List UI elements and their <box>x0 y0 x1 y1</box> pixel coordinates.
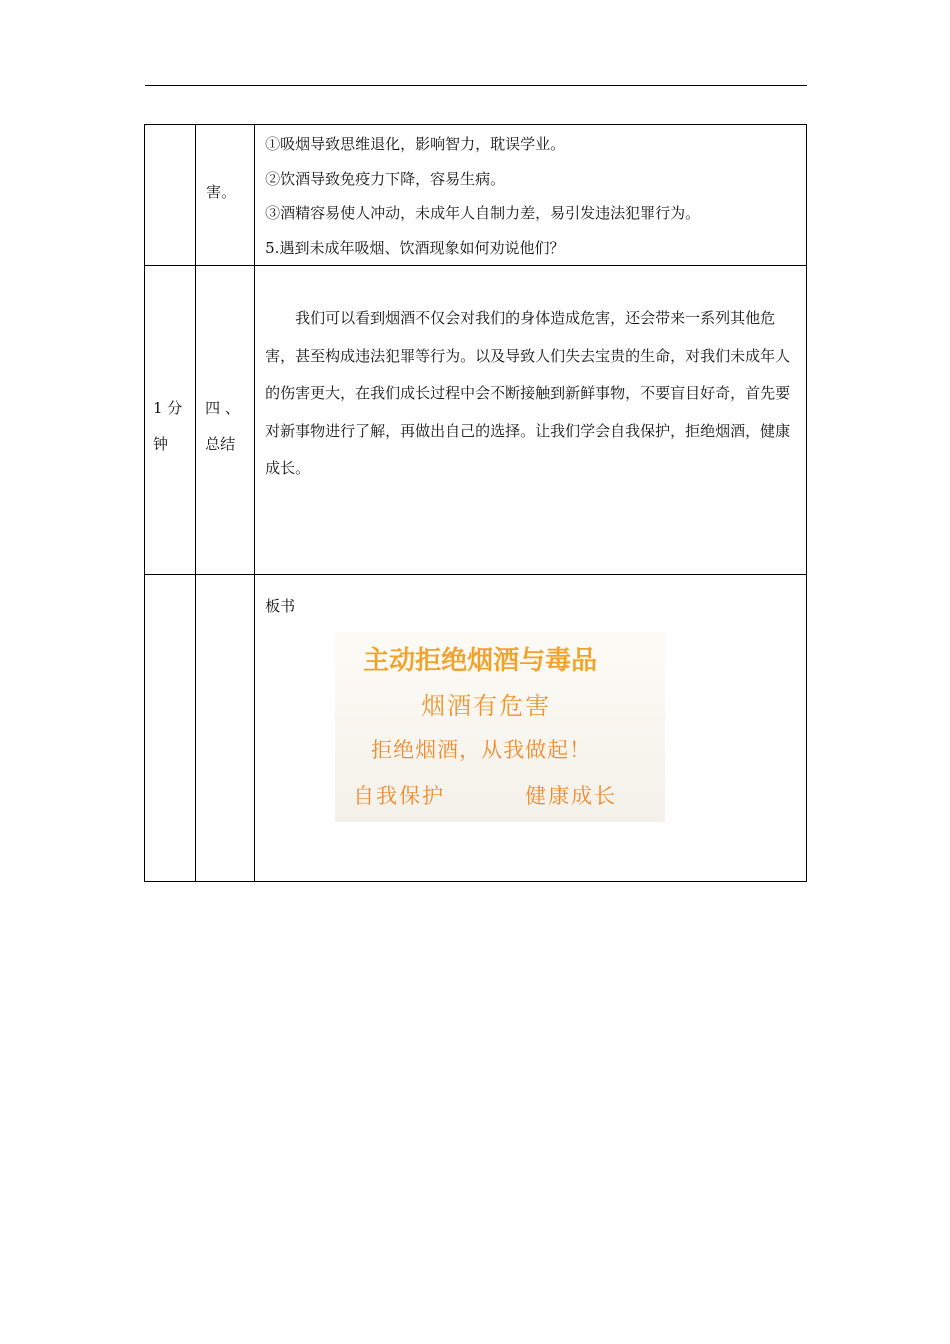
harm-item-1: ①吸烟导致思维退化，影响智力，耽误学业。 <box>265 135 566 153</box>
content-cell <box>255 125 807 266</box>
step-label: 四 、总结 <box>205 399 240 453</box>
content-cell <box>255 266 807 575</box>
time-cell <box>145 125 196 266</box>
board-title: 主动拒绝烟酒与毒品 <box>363 646 598 676</box>
step-cell <box>196 125 255 266</box>
time-label: 1 分钟 <box>153 399 183 453</box>
table-row <box>145 266 807 575</box>
harm-item-3: ③酒精容易使人冲动，未成年人自制力差，易引发违法犯罪行为。 <box>265 204 701 222</box>
blackboard-image <box>335 632 665 822</box>
step-cell <box>196 575 255 882</box>
header-rule <box>145 85 807 86</box>
lesson-plan-table <box>144 124 807 882</box>
time-cell <box>145 266 196 575</box>
harm-item-2: ②饮酒导致免疫力下降，容易生病。 <box>265 169 506 188</box>
board-line-4-left: 自我保护 <box>353 784 446 808</box>
step-cell <box>196 266 255 575</box>
board-line-2: 烟酒有危害 <box>421 692 552 720</box>
summary-paragraph: 我们可以看到烟酒不仅会对我们的身体造成危害，还会带来一系列其他危害，甚至构成违法犯罪等行为。以及导致人们失去宝贵的生命，对我们未成年人的伤害更大，在我们成长过程中会不断接触到新鲜事物，不要盲目好奇，首先要对新事物进行了解，再做出自己的选择。让我们学会自我保护，拒绝烟酒，健康成长。 <box>265 309 791 477</box>
board-line-4-right: 健康成长 <box>525 784 618 808</box>
content-cell <box>255 575 807 882</box>
table-row <box>145 575 807 882</box>
table-row <box>145 125 807 266</box>
board-line-3: 拒绝烟酒，从我做起！ <box>371 738 592 762</box>
time-cell <box>145 575 196 882</box>
step-label: 害。 <box>206 183 237 201</box>
question-5: 5.遇到未成年吸烟、饮酒现象如何劝说他们？ <box>265 238 565 257</box>
board-label: 板书 <box>265 597 296 615</box>
